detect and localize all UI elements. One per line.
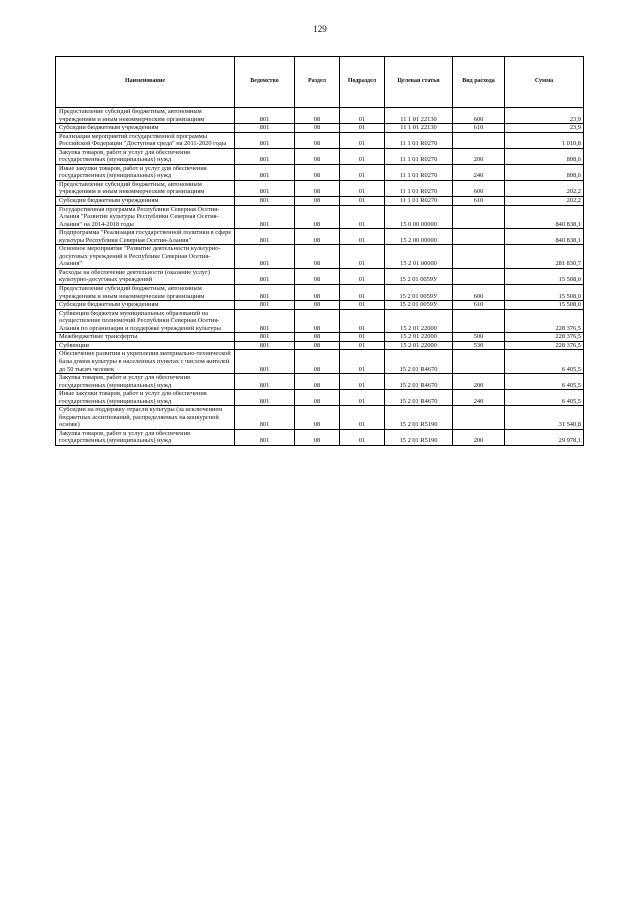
cell-target: 11 1 01 22130	[385, 124, 453, 133]
cell-type: 610	[453, 197, 505, 206]
cell-sum: 228 376,5	[505, 333, 584, 342]
table-row	[56, 374, 584, 390]
cell-dept: 801	[235, 268, 295, 284]
cell-sum: 23,9	[505, 124, 584, 133]
cell-dept: 801	[235, 333, 295, 342]
table-header-row	[56, 57, 584, 108]
cell-sum: 15 508,0	[505, 268, 584, 284]
cell-target: 15 2 01 22000	[385, 309, 453, 333]
cell-subsection: 01	[340, 429, 385, 445]
cell-sum: 15 508,0	[505, 285, 584, 301]
cell-name: Иные закупки товаров, работ и услуг для обеспечения государственных (муниципальных) нужд	[56, 390, 235, 406]
cell-dept: 801	[235, 301, 295, 310]
table-row	[56, 132, 584, 148]
table-row	[56, 429, 584, 445]
cell-section: 08	[295, 229, 340, 245]
cell-dept: 801	[235, 406, 295, 430]
cell-dept: 801	[235, 390, 295, 406]
cell-dept: 801	[235, 132, 295, 148]
table-row	[56, 309, 584, 333]
cell-type	[453, 205, 505, 229]
cell-sum: 31 540,8	[505, 406, 584, 430]
cell-type	[453, 406, 505, 430]
cell-target: 15 0 00 00000	[385, 205, 453, 229]
table-row	[56, 180, 584, 196]
cell-name: Подпрограмма "Реализация государственной политики в сфере культуры Республики Северная Осетия-Алания"	[56, 229, 235, 245]
cell-target: 11 1 01 R0270	[385, 197, 453, 206]
cell-name: Обеспечение развития и укрепления материально-технической базы домов культуры в населенных пунктах с числом жителей до 50 тысяч человек	[56, 350, 235, 374]
cell-dept: 801	[235, 148, 295, 164]
cell-dept: 801	[235, 108, 295, 124]
cell-name: Предоставление субсидий бюджетным, автономным учреждениям и иным некоммерческим организациям	[56, 180, 235, 196]
cell-type: 600	[453, 108, 505, 124]
cell-section: 08	[295, 374, 340, 390]
cell-section: 08	[295, 301, 340, 310]
cell-section: 08	[295, 350, 340, 374]
cell-sum: 15 508,0	[505, 301, 584, 310]
cell-name: Иные закупки товаров, работ и услуг для обеспечения государственных (муниципальных) нужд	[56, 164, 235, 180]
header-dept: Ведомство	[235, 57, 295, 108]
cell-name: Субвенции бюджетам муниципальных образований на осуществление полномочий Республики Северная Осетия-Алания по организации и поддержке учреждений культуры	[56, 309, 235, 333]
cell-type: 240	[453, 390, 505, 406]
cell-type	[453, 309, 505, 333]
cell-target: 11 1 01 R0270	[385, 180, 453, 196]
cell-target: 11 1 01 R0270	[385, 132, 453, 148]
cell-type: 200	[453, 429, 505, 445]
cell-subsection: 01	[340, 148, 385, 164]
cell-section: 08	[295, 164, 340, 180]
cell-type	[453, 245, 505, 269]
cell-sum: 202,2	[505, 180, 584, 196]
cell-type: 530	[453, 341, 505, 350]
cell-type: 240	[453, 164, 505, 180]
cell-dept: 801	[235, 180, 295, 196]
cell-sum: 29 978,1	[505, 429, 584, 445]
cell-dept: 801	[235, 205, 295, 229]
cell-section: 08	[295, 285, 340, 301]
cell-name: Расходы на обеспечение деятельности (оказание услуг) культурно-досуговых учреждений	[56, 268, 235, 284]
cell-subsection: 01	[340, 341, 385, 350]
cell-section: 08	[295, 197, 340, 206]
cell-subsection: 01	[340, 245, 385, 269]
cell-dept: 801	[235, 285, 295, 301]
cell-subsection: 01	[340, 268, 385, 284]
table-row	[56, 124, 584, 133]
cell-target: 15 2 01 R5190	[385, 429, 453, 445]
cell-dept: 801	[235, 374, 295, 390]
cell-subsection: 01	[340, 374, 385, 390]
cell-subsection: 01	[340, 197, 385, 206]
cell-section: 08	[295, 429, 340, 445]
cell-type: 500	[453, 333, 505, 342]
cell-sum: 840 838,1	[505, 205, 584, 229]
cell-subsection: 01	[340, 406, 385, 430]
table-row	[56, 205, 584, 229]
cell-target: 15 2 00 00000	[385, 229, 453, 245]
cell-name: Основное мероприятие "Развитие деятельности культурно-досуговых учреждений в Республике Северная Осетия-Алания"	[56, 245, 235, 269]
cell-name: Субсидии бюджетным учреждениям	[56, 301, 235, 310]
cell-name: Закупка товаров, работ и услуг для обеспечения государственных (муниципальных) нужд	[56, 374, 235, 390]
table-row	[56, 268, 584, 284]
cell-target: 15 2 01 22000	[385, 333, 453, 342]
table-row	[56, 285, 584, 301]
header-sum: Сумма	[505, 57, 584, 108]
table-row	[56, 301, 584, 310]
cell-sum: 840 838,1	[505, 229, 584, 245]
cell-subsection: 01	[340, 301, 385, 310]
cell-section: 08	[295, 205, 340, 229]
cell-sum: 6 405,5	[505, 374, 584, 390]
cell-target: 15 2 01 R4670	[385, 374, 453, 390]
page-number: 129	[313, 24, 327, 34]
cell-sum: 281 830,7	[505, 245, 584, 269]
table-row	[56, 229, 584, 245]
cell-target: 11 1 01 R0270	[385, 164, 453, 180]
cell-name: Субсидии бюджетным учреждениям	[56, 124, 235, 133]
cell-type	[453, 268, 505, 284]
cell-type	[453, 350, 505, 374]
cell-section: 08	[295, 148, 340, 164]
cell-name: Межбюджетные трансферты	[56, 333, 235, 342]
cell-sum: 202,2	[505, 197, 584, 206]
cell-subsection: 01	[340, 333, 385, 342]
cell-name: Субсидии бюджетным учреждениям	[56, 197, 235, 206]
cell-target: 15 2 01 R5190	[385, 406, 453, 430]
cell-sum: 228 376,5	[505, 341, 584, 350]
cell-subsection: 01	[340, 164, 385, 180]
cell-type: 600	[453, 180, 505, 196]
cell-name: Государственная программа Республики Северная Осетия-Алания "Развитие культуры Республики Северная Осетия-Алания" на 2014-2018 годы	[56, 205, 235, 229]
cell-section: 08	[295, 268, 340, 284]
table-row	[56, 148, 584, 164]
table-row	[56, 108, 584, 124]
cell-target: 15 2 01 R4670	[385, 390, 453, 406]
table-body	[56, 108, 584, 446]
cell-section: 08	[295, 124, 340, 133]
cell-target: 15 2 01 R4670	[385, 350, 453, 374]
cell-dept: 801	[235, 197, 295, 206]
cell-subsection: 01	[340, 350, 385, 374]
cell-target: 11 1 01 22130	[385, 108, 453, 124]
cell-sum: 1 010,8	[505, 132, 584, 148]
table-row	[56, 245, 584, 269]
cell-dept: 801	[235, 229, 295, 245]
cell-type: 200	[453, 148, 505, 164]
cell-name: Закупка товаров, работ и услуг для обеспечения государственных (муниципальных) нужд	[56, 429, 235, 445]
cell-dept: 801	[235, 164, 295, 180]
cell-dept: 801	[235, 309, 295, 333]
cell-dept: 801	[235, 341, 295, 350]
cell-target: 15 2 01 00000	[385, 245, 453, 269]
cell-section: 08	[295, 341, 340, 350]
cell-section: 08	[295, 333, 340, 342]
cell-type	[453, 132, 505, 148]
cell-subsection: 01	[340, 124, 385, 133]
table-row	[56, 333, 584, 342]
cell-section: 08	[295, 108, 340, 124]
budget-table	[55, 56, 584, 446]
cell-subsection: 01	[340, 108, 385, 124]
cell-subsection: 01	[340, 285, 385, 301]
table-row	[56, 350, 584, 374]
cell-dept: 801	[235, 124, 295, 133]
table-row	[56, 341, 584, 350]
cell-type: 600	[453, 285, 505, 301]
cell-name: Закупка товаров, работ и услуг для обеспечения государственных (муниципальных) нужд	[56, 148, 235, 164]
cell-subsection: 01	[340, 309, 385, 333]
header-section: Раздел	[295, 57, 340, 108]
cell-name: Предоставление субсидий бюджетным, автономным учреждениям и иным некоммерческим организациям	[56, 108, 235, 124]
cell-target: 15 2 01 22000	[385, 341, 453, 350]
table-row	[56, 197, 584, 206]
header-subsection: Подраздел	[340, 57, 385, 108]
cell-type: 200	[453, 374, 505, 390]
cell-name: Субсидии на поддержку отрасли культуры (за исключением бюджетных ассигнований, распределяемых на конкурсной основе)	[56, 406, 235, 430]
header-name: Наименование	[56, 57, 235, 108]
cell-subsection: 01	[340, 390, 385, 406]
cell-sum: 808,6	[505, 164, 584, 180]
cell-target: 15 2 01 0059У	[385, 268, 453, 284]
cell-section: 08	[295, 132, 340, 148]
cell-target: 11 1 01 R0270	[385, 148, 453, 164]
table-row	[56, 390, 584, 406]
cell-dept: 801	[235, 350, 295, 374]
cell-section: 08	[295, 309, 340, 333]
header-target: Целевая статья	[385, 57, 453, 108]
table-row	[56, 406, 584, 430]
cell-type: 610	[453, 124, 505, 133]
cell-sum: 228 376,5	[505, 309, 584, 333]
cell-section: 08	[295, 180, 340, 196]
cell-name: Предоставление субсидий бюджетным, автономным учреждениям и иным некоммерческим организациям	[56, 285, 235, 301]
cell-sum: 23,9	[505, 108, 584, 124]
cell-subsection: 01	[340, 132, 385, 148]
cell-sum: 6 405,5	[505, 350, 584, 374]
cell-subsection: 01	[340, 205, 385, 229]
cell-target: 15 2 01 0059У	[385, 285, 453, 301]
cell-sum: 808,6	[505, 148, 584, 164]
cell-section: 08	[295, 245, 340, 269]
cell-sum: 6 405,5	[505, 390, 584, 406]
cell-name: Реализация мероприятий государственной программы Российской Федерации "Доступная среда" на 2011-2020 годы	[56, 132, 235, 148]
cell-section: 08	[295, 406, 340, 430]
cell-subsection: 01	[340, 180, 385, 196]
cell-dept: 801	[235, 245, 295, 269]
cell-target: 15 2 01 0059У	[385, 301, 453, 310]
header-type: Вид расхода	[453, 57, 505, 108]
cell-subsection: 01	[340, 229, 385, 245]
cell-type: 610	[453, 301, 505, 310]
cell-dept: 801	[235, 429, 295, 445]
cell-type	[453, 229, 505, 245]
cell-name: Субвенции	[56, 341, 235, 350]
table-row	[56, 164, 584, 180]
cell-section: 08	[295, 390, 340, 406]
